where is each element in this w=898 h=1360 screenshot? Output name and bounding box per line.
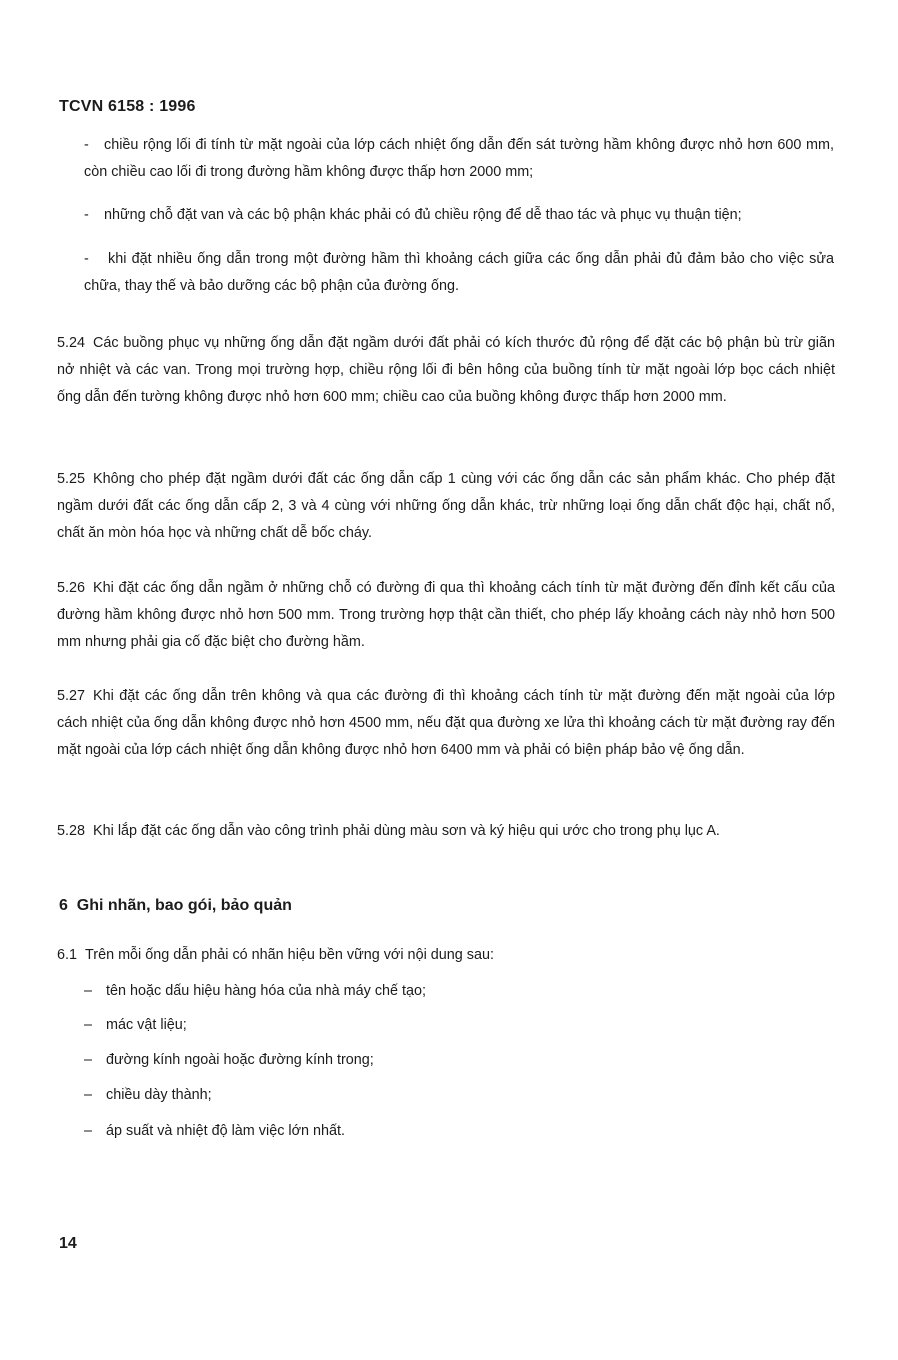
clause-text: Không cho phép đặt ngầm dưới đất các ống dẫn cấp 1 cùng với các ống dẫn các sản phẩm khác. Cho phép đặt ngầm dưới đất các ống dẫn cấp 2, 3 và 4 cùng với những ống dẫn khác, trừ những loại ống dẫn chất độc hại, chất nổ, chất ăn mòn hóa học và những chất dễ bốc cháy. [57,471,835,541]
list-dash: – [84,1087,93,1103]
clause-number: 5.25 [57,471,86,487]
clause-text: Khi đặt các ống dẫn ngầm ở những chỗ có đường đi qua thì khoảng cách tính từ mặt đường đến đỉnh kết cấu của đường hầm không được nhỏ hơn 500 mm. Trong trường hợp thật cần thiết, cho phép lấy khoảng cách này nhỏ hơn 500 mm nhưng phải gia cố đặc biệt cho đường hầm. [57,580,835,650]
clause-text: Trên mỗi ống dẫn phải có nhãn hiệu bền vững với nội dung sau: [85,947,494,963]
list-dash: – [84,983,93,999]
clause-5-27 [57,683,835,764]
bullet-text: khi đặt nhiều ống dẫn trong một đường hầm thì khoảng cách giữa các ống dẫn phải đủ đảm bảo cho việc sửa chữa, thay thế và bảo dưỡng các bộ phận của đường ống. [84,251,834,294]
clause-6-1 [57,942,835,969]
document-header: TCVN 6158 : 1996 [59,98,196,115]
clause-number: 5.24 [57,335,86,351]
clause-text: Khi lắp đặt các ống dẫn vào công trình phải dùng màu sơn và ký hiệu qui ước cho trong phụ lục A. [93,823,720,839]
list-dash: – [84,1017,93,1033]
section-title: 6 Ghi nhãn, bao gói, bảo quản [59,897,292,914]
list-item: áp suất và nhiệt độ làm việc lớn nhất. [106,1123,346,1139]
clause-number: 6.1 [57,947,78,963]
bullet-text: những chỗ đặt van và các bộ phận khác phải có đủ chiều rộng để dễ thao tác và phục vụ thuận tiện; [104,207,742,223]
list-dash: – [84,1052,93,1068]
list-dash: – [84,1123,93,1139]
clause-number: 5.26 [57,580,86,596]
bullet-dash: - [84,251,89,267]
clause-text: Khi đặt các ống dẫn trên không và qua các đường đi thì khoảng cách tính từ mặt đường đến mặt ngoài của lớp cách nhiệt của ống dẫn không được nhỏ hơn 4500 mm, nếu đặt qua đường xe lửa thì khoảng cách từ mặt đường ray đến mặt ngoài của lớp cách nhiệt ống dẫn không được nhỏ hơn 6400 mm và phải có biện pháp bảo vệ ống dẫn. [57,688,835,758]
bullet-dash: - [84,207,89,223]
clause-5-25 [57,466,835,547]
clause-number: 5.28 [57,823,86,839]
clause-5-28 [57,818,835,845]
list-item: đường kính ngoài hoặc đường kính trong; [106,1052,374,1068]
clause-number: 5.27 [57,688,86,704]
bullet-dash: - [84,137,89,153]
clause-text: Các buồng phục vụ những ống dẫn đặt ngầm dưới đất phải có kích thước đủ rộng để đặt các bộ phận bù trừ giãn nở nhiệt và các van. Trong mọi trường hợp, chiều rộng lối đi bên hông của buồng tính từ mặt ngoài lớp bọc cách nhiệt ống dẫn đến tường không được nhỏ hơn 600 mm; chiều cao của buồng không được thấp hơn 2000 mm. [57,335,835,405]
page-number: 14 [59,1235,77,1252]
bullet-text: chiều rộng lối đi tính từ mặt ngoài của lớp cách nhiệt ống dẫn đến sát tường hầm không được nhỏ hơn 600 mm, còn chiều cao lối đi trong đường hầm không được thấp hơn 2000 mm; [84,137,834,180]
list-item: chiều dày thành; [106,1087,212,1103]
list-item: tên hoặc dấu hiệu hàng hóa của nhà máy chế tạo; [106,983,427,999]
list-item: mác vật liệu; [106,1017,187,1033]
clause-5-24 [57,330,835,411]
clause-5-26 [57,575,835,656]
